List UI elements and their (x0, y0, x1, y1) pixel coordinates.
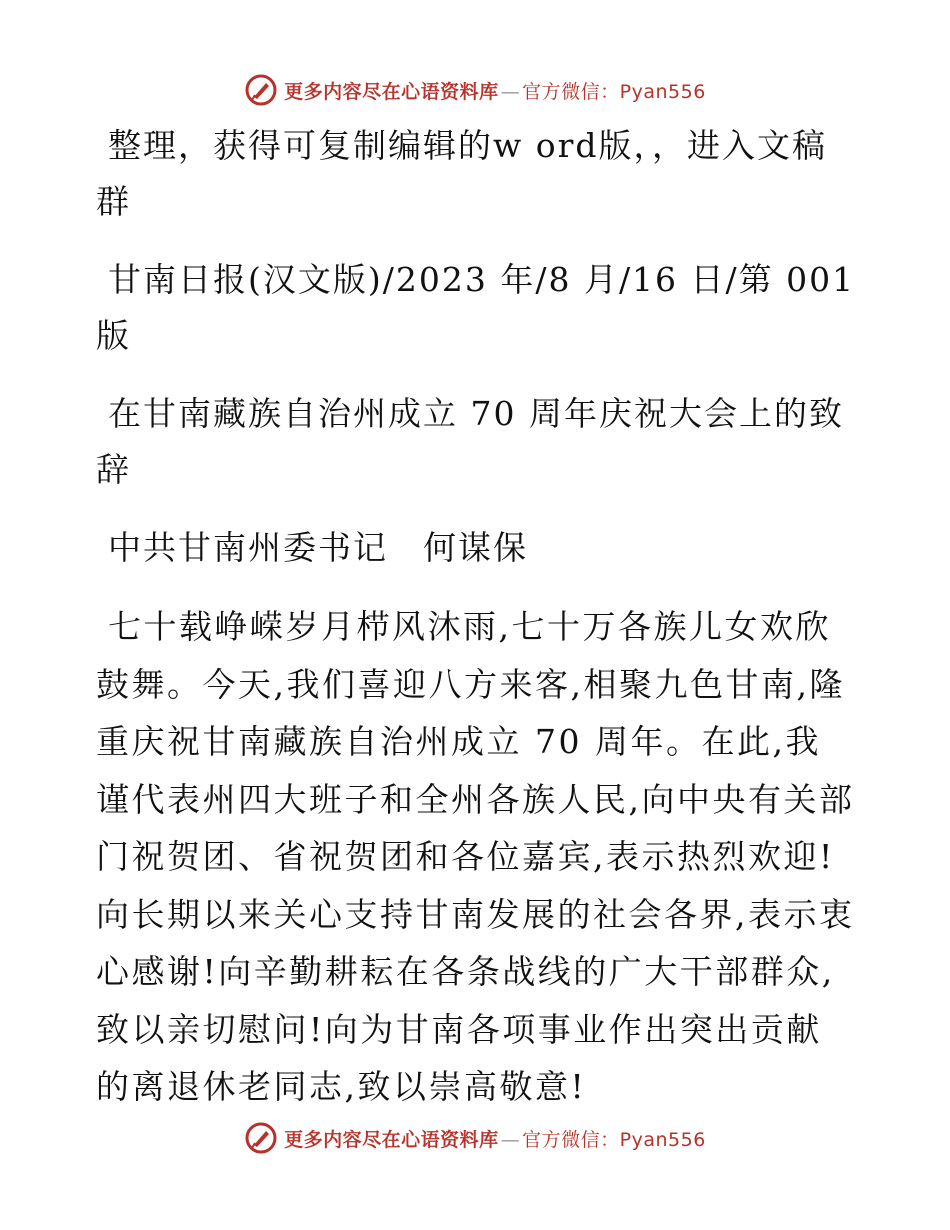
author-line: 中共甘南州委书记 何谋保 (108, 528, 528, 567)
banner-separator: — (500, 1128, 521, 1151)
banner-main-text: 更多内容尽在心语资料库 (284, 1128, 499, 1151)
article-title: 在甘南藏族自治州成立 70 周年庆祝大会上的致辞 (96, 394, 844, 489)
banner-contact-text: 官方微信：Pyan556 (522, 1128, 706, 1151)
banner-contact-text: 官方微信：Pyan556 (522, 80, 706, 103)
quill-logo-icon (244, 1121, 278, 1155)
quill-logo-icon (244, 73, 278, 107)
banner-separator: — (500, 80, 521, 103)
source-line: 甘南日报(汉文版)/2023 年/8 月/16 日/第 001 版 (96, 260, 856, 355)
footer-watermark-banner (0, 1118, 950, 1158)
header-watermark-banner (0, 70, 950, 110)
intro-line: 整理，获得可复制编辑的w ord版，，进入文稿群 (96, 126, 828, 221)
document-body (96, 118, 856, 1116)
banner-main-text: 更多内容尽在心语资料库 (284, 80, 499, 103)
body-paragraph: 七十载峥嵘岁月栉风沐雨,七十万各族儿女欢欣鼓舞。今天,我们喜迎八方来客,相聚九色甘南,隆重庆祝甘南藏族自治州成立 70 周年。在此,我谨代表州四大班子和全州各族人民,向中央有关部门祝贺团、省祝贺团和各位嘉宾,表示热烈欢迎!向长期以来关心支持甘南发展的社会各界,表示衷心感谢!向辛勤耕耘在各条战线的广大干部群众,致以亲切慰问!向为甘南各项事业作出突出贡献的离退休老同志,致以崇高敬意! (96, 607, 855, 1106)
